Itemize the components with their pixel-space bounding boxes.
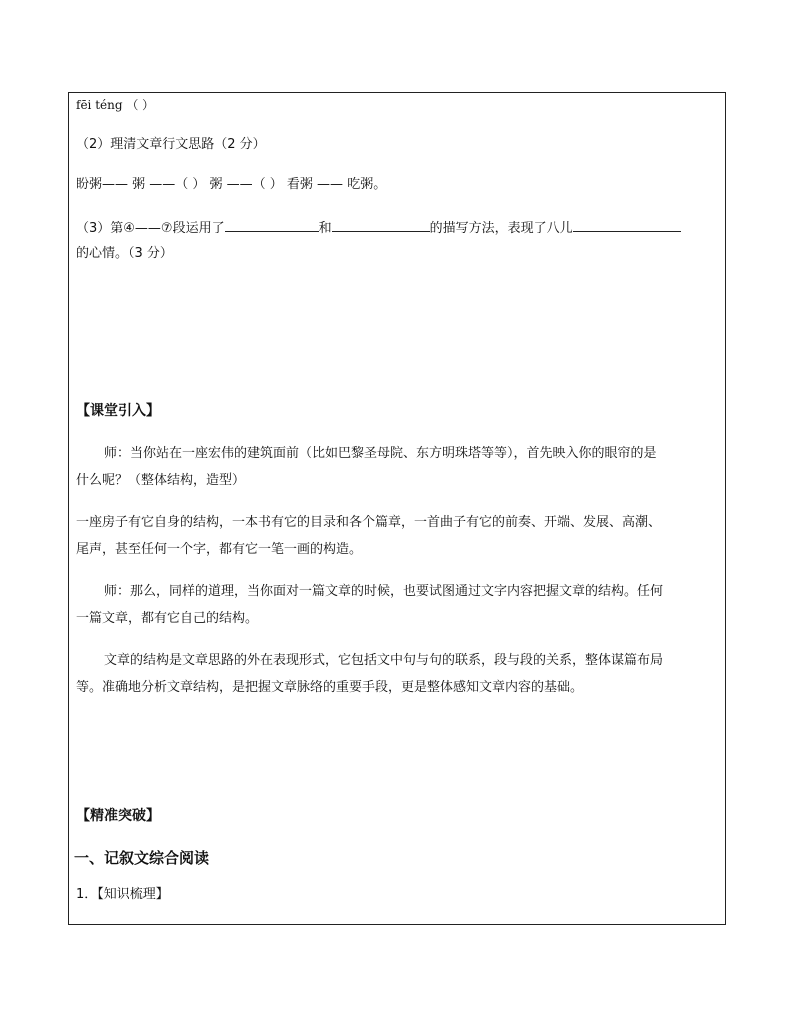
answer-blank-3[interactable] <box>573 217 681 232</box>
flow-line: 盼粥—— 粥 ——（ ） 粥 ——（ ） 看粥 —— 吃粥。 <box>76 177 387 192</box>
pinyin-text: fēi téng <box>76 98 123 112</box>
breakthrough-heading: 【精准突破】 <box>76 808 160 824</box>
answer-blank-2[interactable] <box>332 217 430 232</box>
intro-paragraph-2b: 尾声，甚至任何一个字，都有它一笔一画的构造。 <box>76 542 363 557</box>
intro-paragraph-4b: 等。准确地分析文章结构，是把握文章脉络的重要手段，更是整体感知文章内容的基础。 <box>76 680 584 695</box>
intro-paragraph-4a: 文章的结构是文章思路的外在表现形式，它包括文中句与句的联系，段与段的关系，整体谋篇布局 <box>104 653 664 668</box>
pinyin-answer-paren: （ ） <box>126 98 155 112</box>
q3-middle: 的描写方法，表现了八儿 <box>429 221 573 236</box>
intro-paragraph-3a: 师：那么，同样的道理，当你面对一篇文章的时候，也要试图通过文字内容把握文章的结构。任何 <box>104 584 664 599</box>
q3-prefix: （3）第④——⑦段运用了 <box>76 221 225 236</box>
question-3-line <box>76 217 681 239</box>
q3-and: 和 <box>318 221 332 236</box>
knowledge-item: 1．【知识梳理】 <box>76 887 169 902</box>
pinyin-line <box>76 95 154 115</box>
document-frame <box>68 92 726 925</box>
section-title: 一、记叙文综合阅读 <box>74 849 210 867</box>
question-3-end: 的心情。（3 分） <box>76 246 173 261</box>
intro-paragraph-1a: 师：当你站在一座宏伟的建筑面前（比如巴黎圣母院、东方明珠塔等等），首先映入你的眼帘的是 <box>104 446 657 461</box>
intro-heading: 【课堂引入】 <box>76 403 160 419</box>
intro-paragraph-2a: 一座房子有它自身的结构，一本书有它的目录和各个篇章，一首曲子有它的前奏、开端、发展、高潮、 <box>76 515 662 530</box>
question-2-title: （2）理清文章行文思路（2 分） <box>76 137 266 152</box>
intro-paragraph-1b: 什么呢？（整体结构，造型） <box>76 473 246 488</box>
answer-blank-1[interactable] <box>225 217 319 232</box>
intro-paragraph-3b: 一篇文章，都有它自己的结构。 <box>76 611 259 626</box>
